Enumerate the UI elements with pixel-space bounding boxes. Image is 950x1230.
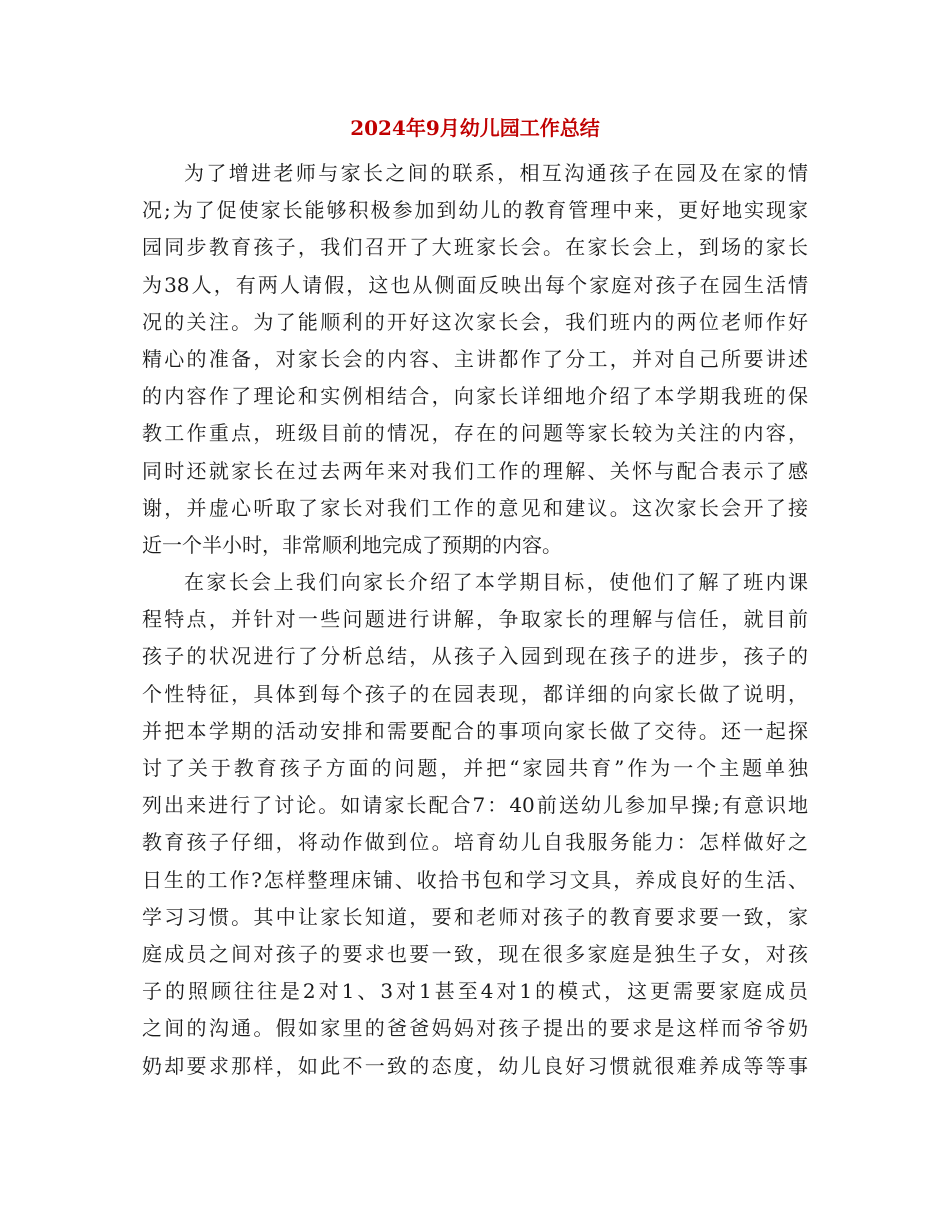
document-body: [142, 155, 808, 1085]
text-line: 的内容作了理论和实例相结合，向家长详细地介绍了本学期我班的保: [142, 384, 808, 409]
text-line: 讨了关于教育孩子方面的问题，并把“家园共育”作为一个主题单独: [142, 756, 808, 780]
paragraph-1: [142, 155, 808, 564]
text-line: 况;为了促使家长能够积极参加到幼儿的教育管理中来，更好地实现家: [142, 198, 808, 223]
text-line: 为38人，有两人请假，这也从侧面反映出每个家庭对孩子在园生活情: [142, 272, 808, 297]
text-line: 园同步教育孩子，我们召开了大班家长会。在家长会上，到场的家长: [142, 235, 808, 260]
text-line: 子的照顾往往是2对1、3对1甚至4对1的模式，这更需要家庭成员: [142, 979, 808, 1004]
text-line: 列出来进行了讨论。如请家长配合7：40前送幼儿参加早操;有意识地: [142, 793, 808, 818]
paragraph-2: [142, 564, 808, 1085]
text-line: 个性特征，具体到每个孩子的在园表现，都详细的向家长做了说明，: [142, 681, 808, 706]
text-line: 学习习惯。其中让家长知道，要和老师对孩子的教育要求要一致，家: [142, 904, 808, 929]
text-line: 近一个半小时，非常顺利地完成了预期的内容。: [142, 532, 562, 557]
text-line: 并把本学期的活动安排和需要配合的事项向家长做了交待。还一起探: [142, 718, 808, 743]
document-title: 2024年9月幼儿园工作总结: [350, 116, 600, 140]
text-line: 为了增进老师与家长之间的联系，相互沟通孩子在园及在家的情: [184, 161, 808, 185]
text-line: 奶却要求那样，如此不一致的态度，幼儿良好习惯就很难养成等等事: [142, 1053, 808, 1078]
text-line: 况的关注。为了能顺利的开好这次家长会，我们班内的两位老师作好: [142, 309, 808, 334]
text-line: 日生的工作?怎样整理床铺、收拾书包和学习文具，养成良好的生活、: [142, 867, 808, 892]
text-line: 教育孩子仔细，将动作做到位。培育幼儿自我服务能力：怎样做好之: [142, 830, 808, 855]
text-line: 程特点，并针对一些问题进行讲解，争取家长的理解与信任，就目前: [142, 607, 808, 632]
text-line: 同时还就家长在过去两年来对我们工作的理解、关怀与配合表示了感: [142, 458, 808, 483]
text-line: 在家长会上我们向家长介绍了本学期目标，使他们了解了班内课: [184, 570, 808, 595]
text-line: 孩子的状况进行了分析总结，从孩子入园到现在孩子的进步，孩子的: [142, 644, 808, 669]
text-line: 教工作重点，班级目前的情况，存在的问题等家长较为关注的内容，: [142, 421, 808, 446]
text-line: 之间的沟通。假如家里的爸爸妈妈对孩子提出的要求是这样而爷爷奶: [142, 1016, 808, 1041]
text-line: 庭成员之间对孩子的要求也要一致，现在很多家庭是独生子女，对孩: [142, 941, 808, 966]
text-line: 谢，并虚心听取了家长对我们工作的意见和建议。这次家长会开了接: [142, 495, 808, 520]
text-line: 精心的准备，对家长会的内容、主讲都作了分工，并对自己所要讲述: [142, 346, 808, 371]
